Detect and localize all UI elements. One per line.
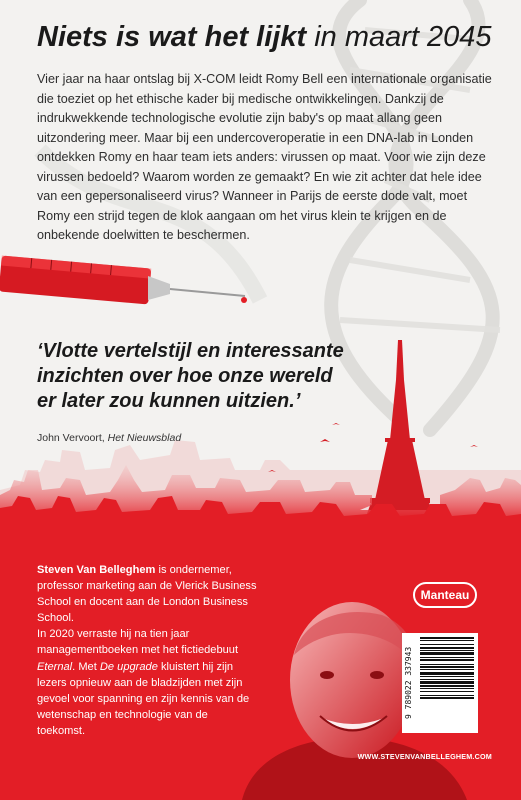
author-name: Steven Van Belleghem <box>37 564 156 576</box>
isbn-barcode <box>402 633 478 733</box>
barcode-bar <box>420 659 474 661</box>
bio-title-eternal: Eternal <box>37 660 73 673</box>
bio-p2-a: In 2020 verraste hij na tien jaar managementboeken met het fictiedebuut <box>37 628 239 657</box>
barcode-bar <box>420 688 474 689</box>
quote-publication: Het Nieuwsblad <box>107 432 182 444</box>
barcode-bar <box>420 697 474 699</box>
bio-title-upgrade: De upgrade <box>99 660 158 673</box>
quote-line-1: ‘Vlotte vertelstijl en interessante <box>37 340 344 362</box>
barcode-bar <box>420 679 474 680</box>
bio-p2-b: . Met <box>72 660 100 673</box>
headline-bold: Niets is wat het lijkt <box>37 21 307 53</box>
barcode-bar <box>420 657 474 658</box>
headline-light: in maart 2045 <box>306 21 492 53</box>
review-quote <box>37 339 367 414</box>
barcode-bar <box>420 691 474 692</box>
bio-paragraph-2 <box>37 626 259 739</box>
barcode-bar <box>420 644 474 645</box>
quote-line-3: er later zou kunnen uitzien.’ <box>37 390 301 412</box>
quote-line-2: inzichten over hoe onze wereld <box>37 365 333 387</box>
barcode-bar <box>420 666 474 668</box>
syringe-illustration <box>0 250 260 330</box>
barcode-bar <box>420 650 474 651</box>
barcode-digits: 9 789022 337943 <box>404 646 413 720</box>
barcode-bar <box>420 637 474 639</box>
blurb-text: Vier jaar na haar ontslag bij X-COM leidt Romy Bell een internationale organisatie die toeziet op het ethische kader bij medische ontwikkelingen. Dankzij de indrukwekkende technologische evolutie zijn baby's op maat allang geen uitzondering meer. Maar bij een undercoveroperatie in een DNA-lab in Londen ontdekken Romy en haar team iets anders: virussen op maat. Voor wie zijn deze virussen bedoeld? Waarom worden ze gemaakt? En wie zit achter dat hele idee van een gepersonaliseerd virus? Wanneer in Parijs de eerste dode valt, moet Romy een strijd tegen de klok aangaan om het virus klein te krijgen en de onbekende doelwitten te beschermen. <box>37 72 492 242</box>
barcode-bar <box>420 676 474 677</box>
barcode-bar <box>420 652 474 655</box>
barcode-bar <box>420 695 474 696</box>
bio-p2-c: kluistert hij zijn lezers opnieuw aan de bladzijden met zijn gevoel voor spanning en zijn kennis van de wetenschap en technologie van de toekomst. <box>37 660 250 737</box>
barcode-bar <box>420 685 474 687</box>
quote-source <box>37 432 367 444</box>
barcode-bar <box>420 640 474 641</box>
barcode-bar <box>420 681 474 684</box>
bio-p1-text: is ondernemer, professor marketing aan de Vlerick Business School en docent aan de London Business School. <box>37 564 257 625</box>
author-bio <box>37 562 259 739</box>
barcode-bar <box>420 672 474 675</box>
barcode-bar <box>420 669 474 670</box>
headline <box>37 20 497 54</box>
bio-paragraph-1 <box>37 562 259 626</box>
barcode-bar <box>420 664 474 665</box>
author-website: WWW.STEVENVANBELLEGHEM.COM <box>357 752 492 761</box>
quote-author: John Vervoort, <box>37 432 108 444</box>
barcode-bar <box>420 647 474 649</box>
publisher-logo: Manteau <box>413 582 477 608</box>
